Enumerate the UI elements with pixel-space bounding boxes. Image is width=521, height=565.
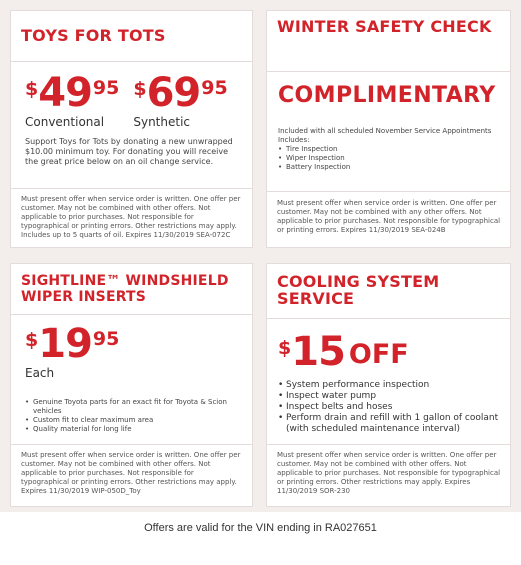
vin-footer [0,512,521,565]
list-item: • Custom fit to clear maximum area [25,416,238,425]
list-item: • Battery Inspection [278,163,500,172]
price-conventional: $ 49 95 Conventional [25,70,120,129]
price-each: $ 19 95 Each [25,321,120,380]
coupon-sightline-wiper-inserts [10,263,253,507]
headline-complimentary: COMPLIMENTARY [278,83,496,108]
coupon-title: TOYS FOR TOTS [21,26,166,45]
winter-details: Included with all scheduled November Service Appointments Includes: • Tire Inspection • Wiper Inspection • Battery Inspection [278,127,500,172]
feature-list [25,398,238,434]
list-item: • Perform drain and refill with 1 gallon of coolant (with scheduled maintenance interval) [278,413,502,435]
price-label: Each [25,366,55,380]
list-item: • Quality material for long life [25,425,238,434]
coupon-description: Support Toys for Tots by donating a new unwrapped $10.00 minimum toy. For donating you will receive the great price below on an oil change service. [25,137,233,166]
price-label: Conventional [25,115,105,129]
fine-print: Must present offer when service order is written. One offer per customer. May not be combined with other offers. Not applicable to prior purchases. Not responsible for typographical or printing errors. Other restrictions may apply. Expires 11/30/2019 SOR-230 [277,451,501,495]
list-item: • System performance inspection [278,380,502,391]
list-item: • Inspect water pump [278,391,502,402]
fine-print: Must present offer when service order is written. One offer per customer. May not be combined with other offers. Not applicable to prior purchases. Not responsible for typographical or printing errors. Other restrictions may apply. Expires 11/30/2019 WIP-050D_Toy [21,451,241,495]
coupon-title: COOLING SYSTEM SERVICE [277,272,440,308]
list-item: • Wiper Inspection [278,154,500,163]
service-list [278,380,502,435]
list-item: • Genuine Toyota parts for an exact fit for Toyota & Scion vehicles [25,398,238,416]
list-item: • Tire Inspection [278,145,500,154]
fine-print: Must present offer when service order is written. One offer per customer. May not be combined with other offers. Not applicable to prior purchases. Not responsible for typographical or printing errors. Other restrictions may apply. Includes up to 5 quarts of oil. Expires 11/30/2019 SEA-072C [21,195,241,239]
fine-print: Must present offer when service order is written. One offer per customer. May not be combined with any other offers. Not applicable to prior purchases. Not responsible for typographical or printing errors. Expires 11/30/2019 SEA-024B [277,199,501,234]
price-synthetic: $ 69 95 Synthetic [133,70,228,129]
price-label: Synthetic [133,115,191,129]
coupon-winter-safety-check [266,10,511,248]
coupon-cooling-system-service [266,263,511,507]
coupon-title: SIGHTLINE™ WINDSHIELD WIPER INSERTS [21,273,229,305]
coupon-title: WINTER SAFETY CHECK [277,17,492,36]
vin-notice: Offers are valid for the VIN ending in RA027651 [144,522,377,534]
inspection-list [278,145,500,172]
coupon-toys-for-tots [10,10,253,248]
list-item: • Inspect belts and hoses [278,402,502,413]
price-discount: $ 15 OFF [278,329,409,375]
